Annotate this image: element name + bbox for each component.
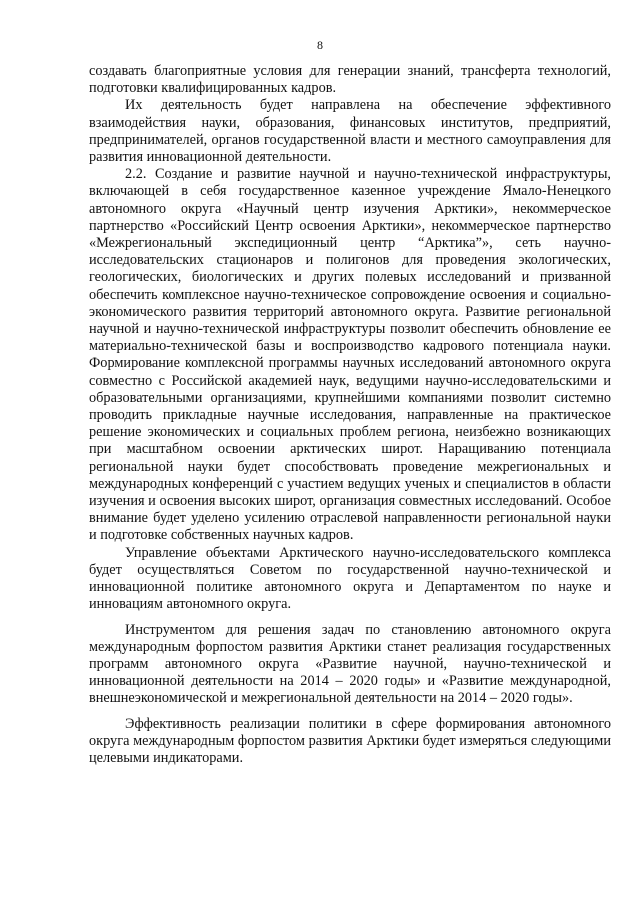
paragraph-3: 2.2. Создание и развитие научной и научно-технической инфраструктуры, включающей в себя государственное казенное учреждение Ямало-Ненецкого автономного округа «Научный центр изучения Арктики», некоммерческое партнерство «Российский Центр освоения Арктики», некоммерческое партнерство «Межрегиональный экспедиционный центр “Арктика”», сеть научно-исследовательских стационаров и полигонов для проведения экологических, геологических, биологических и других полевых исследований и призванной обеспечить комплексное научно-техническое сопровождение освоения и социально-экономического развития территорий автономного округа. Развитие региональной научной и научно-технической инфраструктуры позволит обеспечить обновление ее материально-технической базы и воспроизводство кадрового потенциала науки. Формирование комплексной программы научных исследований автономного округа совместно с Российской академией наук, ведущими научно-исследовательскими и образовательными организациями, крупнейшими компаниями позволит системно проводить прикладные научные исследования, направленные на практическое решение экономических и социальных проблем региона, неизбежно возникающих при масштабном освоении арктических широт. Наращиванию потенциала региональной науки будет способствовать проведение межрегиональных и международных конференций с участием ведущих ученых и специалистов в области изучения и освоения высоких широт, организация совместных исследований. Особое внимание будет уделено усилению отраслевой направленности региональной науки и подготовке собственных научных кадров.: [89, 166, 611, 544]
paragraph-1: создавать благоприятные условия для генерации знаний, трансферта технологий, подготовки квалифицированных кадров.: [89, 63, 611, 97]
paragraph-6: Эффективность реализации политики в сфере формирования автономного округа международным форпостом развития Арктики будет измеряться следующими целевыми индикаторами.: [89, 715, 611, 766]
page-number: 8: [317, 38, 323, 52]
paragraph-4: Управление объектами Арктического научно-исследовательского комплекса будет осуществляться Советом по государственной научно-технической и инновационной политике автономного округа и Департаментом по науке и инновациям автономного округа.: [89, 544, 611, 613]
document-body: [89, 63, 611, 767]
paragraph-5: Инструментом для решения задач по становлению автономного округа международным форпостом развития Арктики станет реализация государственных программ автономного округа «Развитие научной, научно-технической и инновационной деятельности на 2014 – 2020 годы» и «Развитие международной, внешнеэкономической и межрегиональной деятельности на 2014 – 2020 годы».: [89, 621, 611, 707]
paragraph-2: Их деятельность будет направлена на обеспечение эффективного взаимодействия науки, образования, финансовых институтов, предприятий, предпринимателей, органов государственной власти и местного самоуправления для развития инновационной деятельности.: [89, 97, 611, 166]
